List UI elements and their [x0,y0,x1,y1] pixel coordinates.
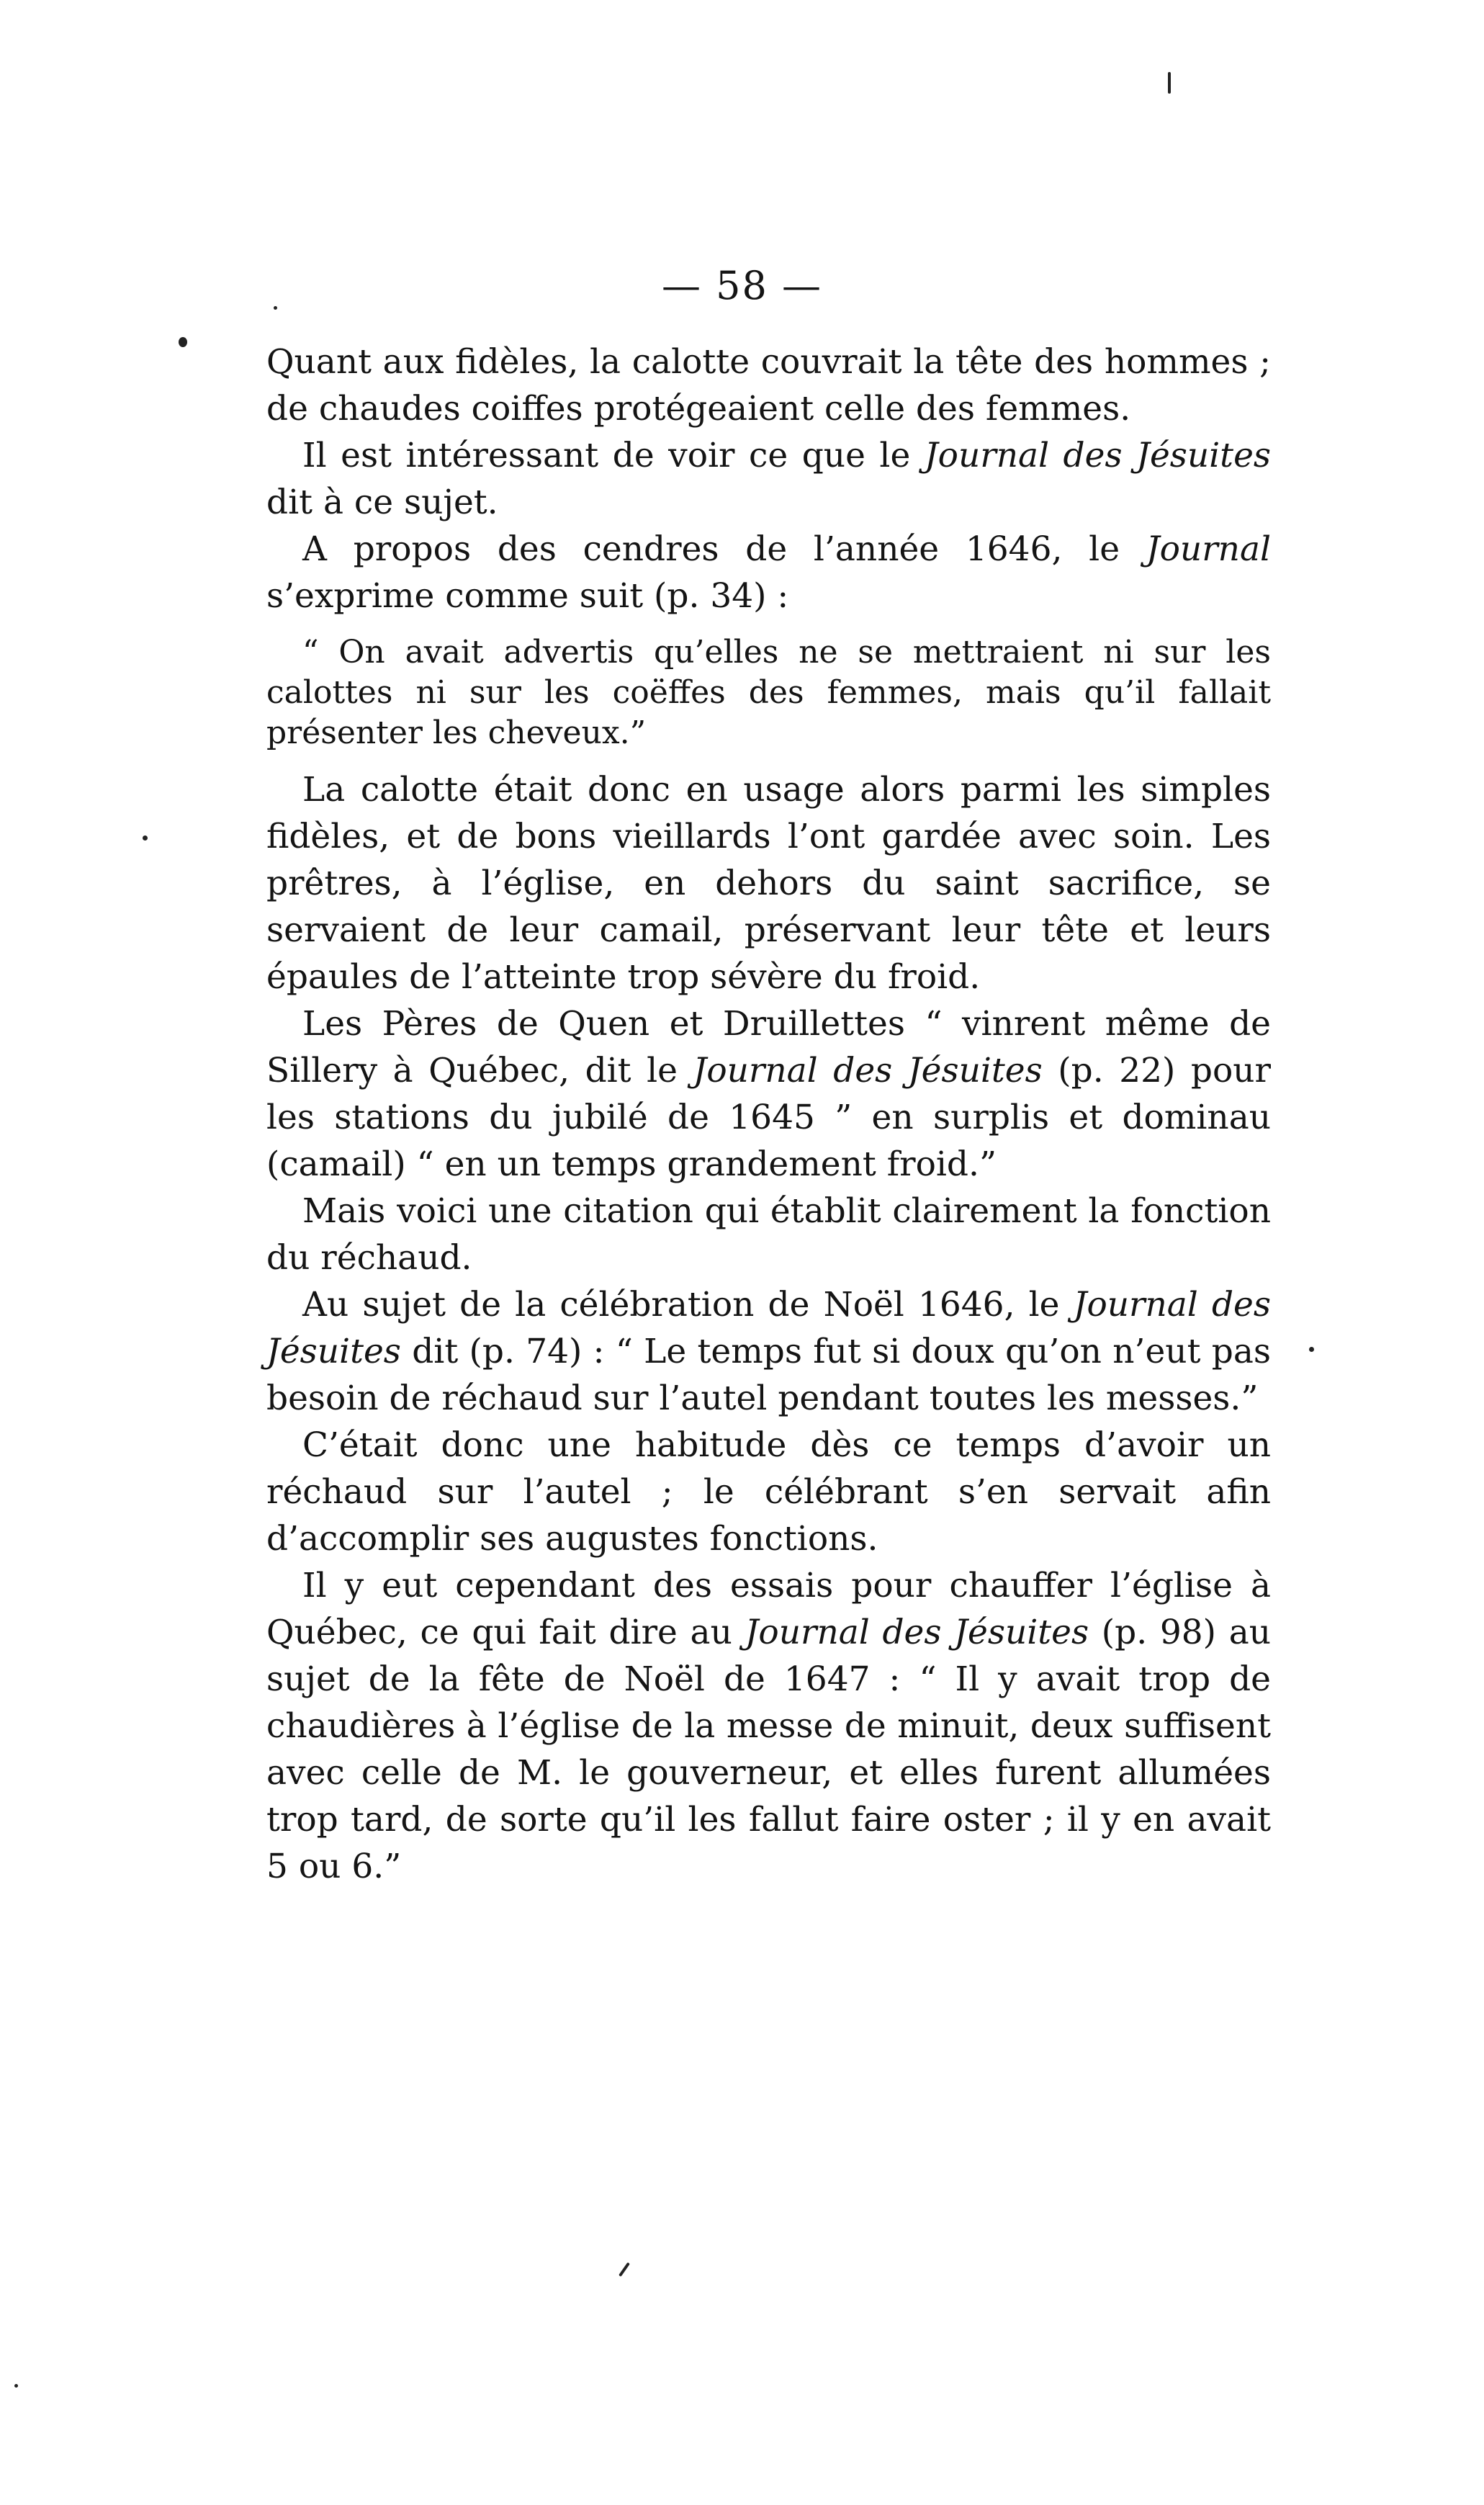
text-span: A propos des cendres de l’année 1646, le [302,529,1146,569]
text-span: Au sujet de la célébration de Noël 1646, le [302,1285,1074,1325]
text-span: dit à ce sujet. [266,483,498,522]
paragraph [266,1281,1271,1422]
italic-title: Journal [1146,529,1271,569]
text-span: Quant aux fidèles, la calotte couvrait la tête des hommes ; de chaudes coiffes protégeaient celle des femmes. [266,342,1271,429]
paragraph [266,766,1271,1000]
text-span: Il y eut cependant des essais pour chauffer l’église à Québec, ce qui fait dire au [266,1566,1271,1652]
paragraph [266,1000,1271,1188]
block-quote [266,632,1271,753]
text-span: Les Pères de Quen et Druillettes “ vinrent même de Sillery à Québec, dit le [266,1004,1271,1090]
scan-speck [1168,72,1171,94]
paragraph [266,339,1271,432]
text-span: “ On avait advertis qu’elles ne se mettraient ni sur les calottes ni sur les coëffes des femmes, mais qu’il fallait présenter les cheveux.” [266,634,1271,751]
italic-title: Journal des Jésuites [745,1613,1089,1652]
text-span: (p. 22) pour les stations du jubilé de 1645 ” en surplis et dominau (camail) “ en un temps grandement froid.” [266,1051,1271,1184]
text-span: La calotte était donc en usage alors parmi les simples fidèles, et de bons vieillards l’ont gardée avec soin. Les prêtres, à l’église, en dehors du saint sacrifice, se servaient de leur camail, préservant leur tête et leurs épaules de l’atteinte trop sévère du froid. [266,770,1271,997]
paragraph [266,1562,1271,1890]
body-text [266,339,1271,1890]
text-span: Mais voici une citation qui établit clairement la fonction du réchaud. [266,1191,1271,1278]
paragraph [266,432,1271,526]
text-span: C’était donc une habitude dès ce temps d’avoir un réchaud sur l’autel ; le célébrant s’en servait afin d’accomplir ses augustes fonctions. [266,1425,1271,1559]
paragraph [266,1422,1271,1562]
paragraph [266,1188,1271,1281]
text-span: Il est intéressant de voir ce que le [302,436,925,475]
text-span: (p. 98) au sujet de la fête de Noël de 1647 : “ Il y avait trop de chaudières à l’église de la messe de minuit, deux suffisent avec celle de M. le gouverneur, et elles furent allumées trop tard, de sorte qu’il les fallut faire oster ; il y en avait 5 ou 6.” [266,1613,1271,1886]
paragraph [266,526,1271,619]
scan-speck [143,835,148,841]
italic-title: Journal des Jésuites [693,1051,1043,1090]
scan-speck [14,2384,18,2388]
scan-speck [1309,1347,1314,1352]
scan-speck [179,337,187,347]
scan-speck [274,306,277,310]
italic-title: Journal des Jésuites [924,436,1271,475]
text-span: dit (p. 74) : “ Le temps fut si doux qu’on n’eut pas besoin de réchaud sur l’autel pendant toutes les messes.” [266,1332,1271,1418]
page-number: — 58 — [661,263,823,308]
scan-speck [619,2262,630,2277]
text-span: s’exprime comme suit (p. 34) : [266,576,789,616]
italic-title: Journal des Jésuites [266,1285,1271,1371]
